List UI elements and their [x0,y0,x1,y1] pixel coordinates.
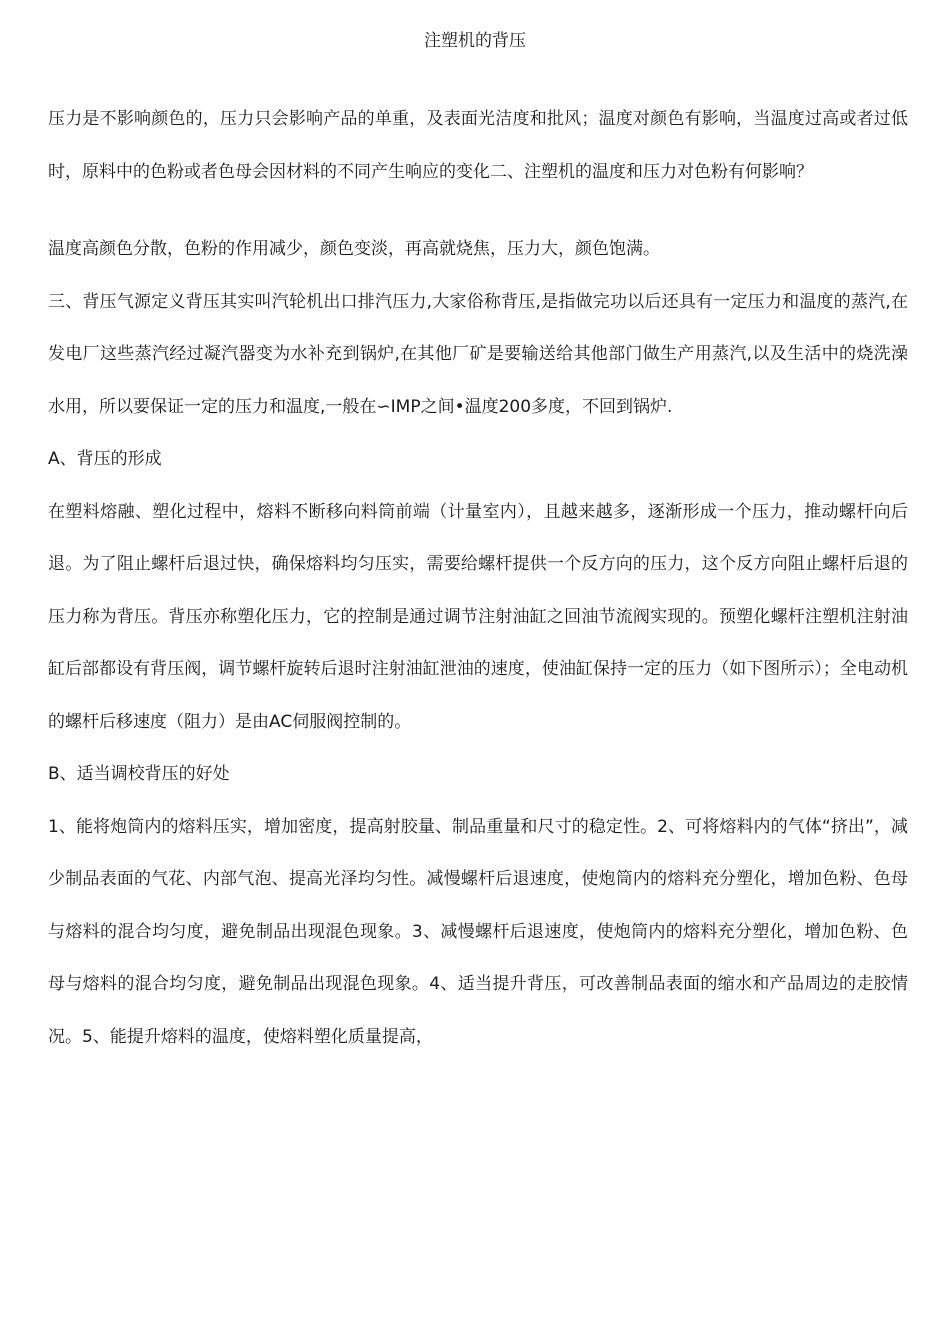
section-heading-benefits: B、适当调校背压的好处 [48,764,230,784]
section-heading-formation: A、背压的形成 [48,449,162,469]
paragraph-back-pressure-definition: 三、背压气源定义背压其实叫汽轮机出口排汽压力,大家俗称背压,是指做完功以后还具有一定压力和温度的蒸汽,在发电厂这些蒸汽经过凝汽器变为水补充到锅炉,在其他厂矿是要输送给其他部门做生产用蒸汽,以及生活中的烧洗澡水用，所以要保证一定的压力和温度,一般在∽IMP之间•温度200多度，不回到锅炉. [48,291,908,417]
document-title: 注塑机的背压 [424,31,526,51]
document-body [48,93,908,1063]
paragraph-benefits-list: 1、能将炮筒内的熔料压实，增加密度，提高射胶量、制品重量和尺寸的稳定性。2、可将熔料内的气体“挤出”，减少制品表面的气花、内部气泡、提高光泽均匀性。减慢螺杆后退速度，使炮筒内的熔料充分塑化，增加色粉、色母与熔料的混合均匀度，避免制品出现混色现象。3、减慢螺杆后退速度，使炮筒内的熔料充分塑化，增加色粉、色母与熔料的混合均匀度，避免制品出现混色现象。4、适当提升背压，可改善制品表面的缩水和产品周边的走胶情况。5、能提升熔料的温度，使熔料塑化质量提高， [48,816,908,1047]
paragraph-pressure-color: 压力是不影响颜色的，压力只会影响产品的单重，及表面光洁度和批风；温度对颜色有影响，当温度过高或者过低时，原料中的色粉或者色母会因材料的不同产生响应的变化二、注塑机的温度和压力对色粉有何影响？ [48,109,908,182]
paragraph-back-pressure-formation: 在塑料熔融、塑化过程中，熔料不断移向料筒前端（计量室内），且越来越多，逐渐形成一个压力，推动螺杆向后退。为了阻止螺杆后退过快，确保熔料均匀压实，需要给螺杆提供一个反方向的压力，这个反方向阻止螺杆后退的压力称为背压。背压亦称塑化压力，它的控制是通过调节注射油缸之回油节流阀实现的。预塑化螺杆注塑机注射油缸后部都设有背压阀，调节螺杆旋转后退时注射油缸泄油的速度，使油缸保持一定的压力（如下图所示）；全电动机的螺杆后移速度（阻力）是由AC伺服阀控制的。 [48,501,908,732]
paragraph-temperature-effect: 温度高颜色分散，色粉的作用减少，颜色变淡，再高就烧焦，压力大，颜色饱满。 [48,239,660,259]
